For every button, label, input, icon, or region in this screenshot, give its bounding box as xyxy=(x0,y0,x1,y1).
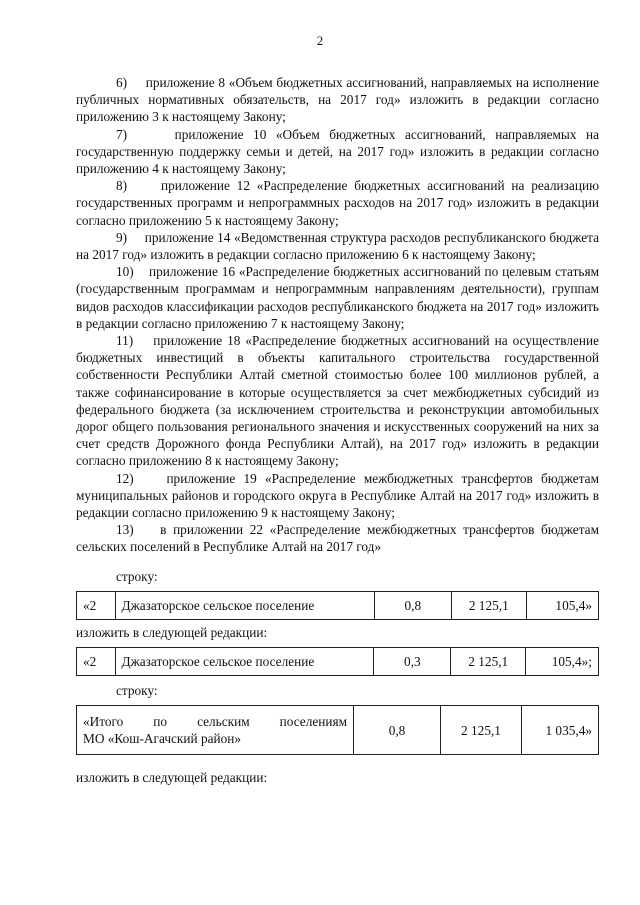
cell-value-1: 0,8 xyxy=(374,591,451,619)
page-number: 2 xyxy=(316,33,324,48)
total-line-1: «Итого по сельским поселениям xyxy=(83,714,347,730)
cell-value-3: 1 035,4» xyxy=(522,706,599,755)
list-item: 7) приложение 10 «Объем бюджетных ассигнований, направляемых на государственную поддержку семьи и детей, на 2017 год» изложить в редакции согласно приложению 4 к настоящему Закону; xyxy=(76,126,599,177)
cell-number: «2 xyxy=(77,648,116,676)
list-item: 6) приложение 8 «Объем бюджетных ассигнований, направляемых на исполнение публичных нормативных обязательств, на 2017 год» изложить в редакции согласно приложению 3 к настоящему Закону; xyxy=(76,75,599,125)
label-row-1: строку: xyxy=(116,568,158,584)
table-row-original xyxy=(76,591,599,620)
cell-value-1: 0,3 xyxy=(374,648,451,676)
list-item: 10) приложение 16 «Распределение бюджетных ассигнований по целевым статьям (государственным программам и непрограммным направлениям деятельности), группам видов расходов классификации расходов республиканского бюджета на 2017 год» изложить в редакции согласно приложению 7 к настоящему Закону; xyxy=(76,264,599,331)
cell-total-name xyxy=(77,706,354,755)
cell-value-2: 2 125,1 xyxy=(451,648,526,676)
label-redaction-2: изложить в следующей редакции: xyxy=(76,770,268,786)
table-row xyxy=(77,706,599,755)
document-body xyxy=(76,74,599,787)
cell-value-3: 105,4»; xyxy=(526,648,599,676)
cell-value-3: 105,4» xyxy=(526,591,598,619)
cell-name: Джазаторское сельское поселение xyxy=(115,591,374,619)
cell-value-2: 2 125,1 xyxy=(451,591,526,619)
list-item: 11) приложение 18 «Распределение бюджетных ассигнований на осуществление бюджетных инвестиций в объекты капитального строительства государственной собственности Республики Алтай сметной стоимостью более 100 миллионов рублей, а также софинансирование в которые осуществляется за счет межбюджетных субсидий из федерального бюджета (за исключением строительства и реконструкции автомобильных дорог общего пользования регионального значения и искусственных сооружений на них за счет средств Дорожного фонда Республики Алтай), на 2017 год» изложить в редакции согласно приложению 8 к настоящему Закону; xyxy=(76,333,599,469)
list-item: 9) приложение 14 «Ведомственная структура расходов республиканского бюджета на 2017 год» изложить в редакции согласно приложению 6 к настоящему Закону; xyxy=(76,229,599,263)
cell-value-1: 0,8 xyxy=(354,706,441,755)
list-item: 12) приложение 19 «Распределение межбюджетных трансфертов бюджетам муниципальных районов и городского округа в Республике Алтай на 2017 год» изложить в редакции согласно приложению 9 к настоящему Закону; xyxy=(76,470,599,521)
cell-number: «2 xyxy=(77,591,116,619)
table-row-total xyxy=(76,705,599,755)
table-row-new xyxy=(76,647,599,676)
cell-name: Джазаторское сельское поселение xyxy=(115,648,374,676)
label-row-2: строку: xyxy=(116,683,158,699)
list-item: 13) в приложении 22 «Распределение межбюджетных трансфертов бюджетам сельских поселений в Республике Алтай на 2017 год» xyxy=(76,522,599,555)
total-line-2: МО «Кош-Агачский район» xyxy=(83,731,242,747)
table-row xyxy=(77,648,599,676)
label-redaction-1: изложить в следующей редакции: xyxy=(76,624,268,640)
table-row xyxy=(77,591,599,619)
list-item: 8) приложение 12 «Распределение бюджетных ассигнований на реализацию государственных программ и непрограммных расходов на 2017 год» изложить в редакции согласно приложению 5 к настоящему Закону; xyxy=(76,178,599,228)
cell-value-2: 2 125,1 xyxy=(441,706,522,755)
